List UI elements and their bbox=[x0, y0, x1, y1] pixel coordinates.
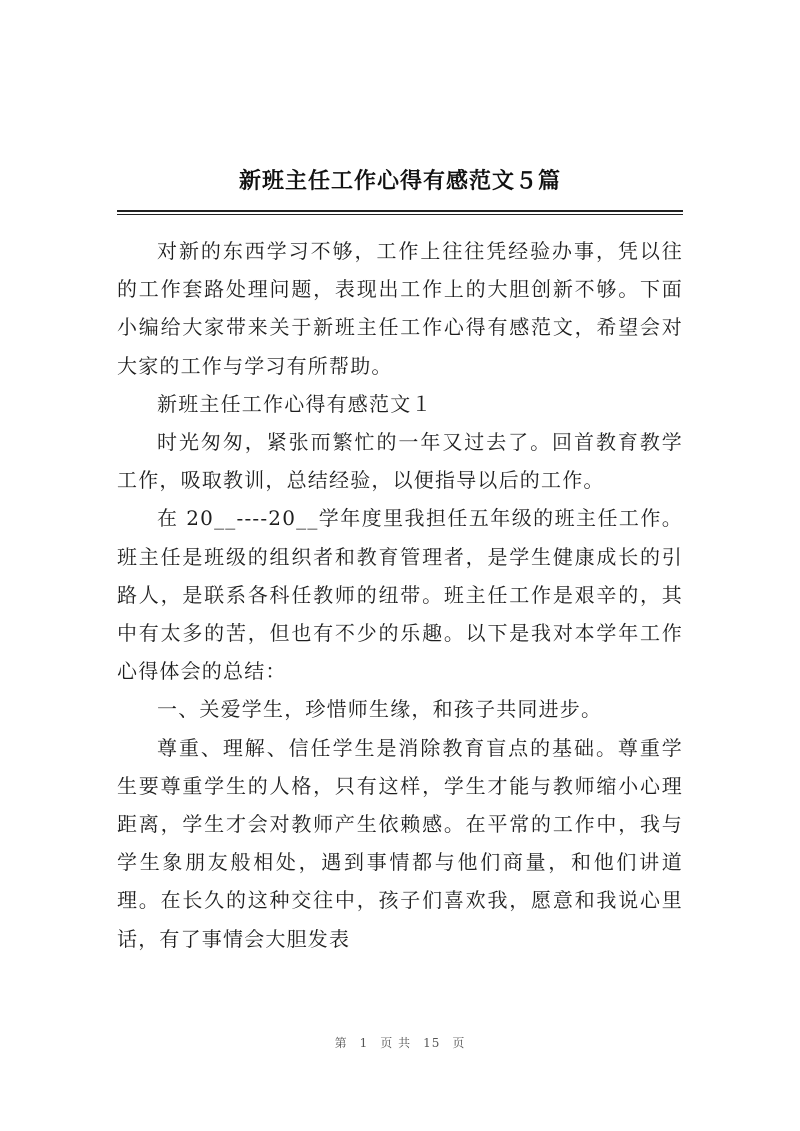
paragraph: 时光匆匆，紧张而繁忙的一年又过去了。回首教育教学工作，吸取教训，总结经验，以便指导以后的工作。 bbox=[117, 430, 683, 493]
paragraph-intro: 对新的东西学习不够，工作上往往凭经验办事，凭以往的工作套路处理问题，表现出工作上的大胆创新不够。下面小编给大家带来关于新班主任工作心得有感范文，希望会对大家的工作与学习有所帮助。 bbox=[117, 239, 683, 378]
paragraph: 尊重、理解、信任学生是消除教育盲点的基础。尊重学生要尊重学生的人格，只有这样，学生才能与教师缩小心理距离，学生才会对教师产生依赖感。在平常的工作中，我与学生象朋友般相处，遇到事情都与他们商量，和他们讲道理。在长久的这种交往中，孩子们喜欢我，愿意和我说心里话，有了事情会大胆发表 bbox=[117, 735, 683, 951]
footer-total-pages: 15 bbox=[423, 1036, 441, 1050]
title-divider-thick bbox=[117, 210, 683, 212]
paragraph: 在 20__----20__学年度里我担任五年级的班主任工作。班主任是班级的组织者和教育管理者，是学生健康成长的引路人，是联系各科任教师的纽带。班主任工作是艰辛的，其中有太多的苦，但也有不少的乐趣。以下是我对本学年工作心得体会的总结： bbox=[117, 506, 683, 684]
document-body bbox=[117, 232, 683, 958]
page-footer bbox=[0, 1034, 800, 1051]
document-title: 新班主任工作心得有感范文５篇 bbox=[238, 168, 561, 194]
footer-current-page: 1 bbox=[359, 1036, 369, 1050]
title-divider-thin bbox=[117, 214, 683, 215]
footer-label-page: 第 bbox=[334, 1036, 348, 1050]
section-heading-1: 新班主任工作心得有感范文１ bbox=[157, 391, 433, 416]
subheading-1: 一、关爱学生，珍惜师生缘，和孩子共同进步。 bbox=[157, 697, 603, 722]
footer-label-end: 页 bbox=[452, 1036, 466, 1050]
footer-label-of: 页 共 bbox=[380, 1036, 412, 1050]
